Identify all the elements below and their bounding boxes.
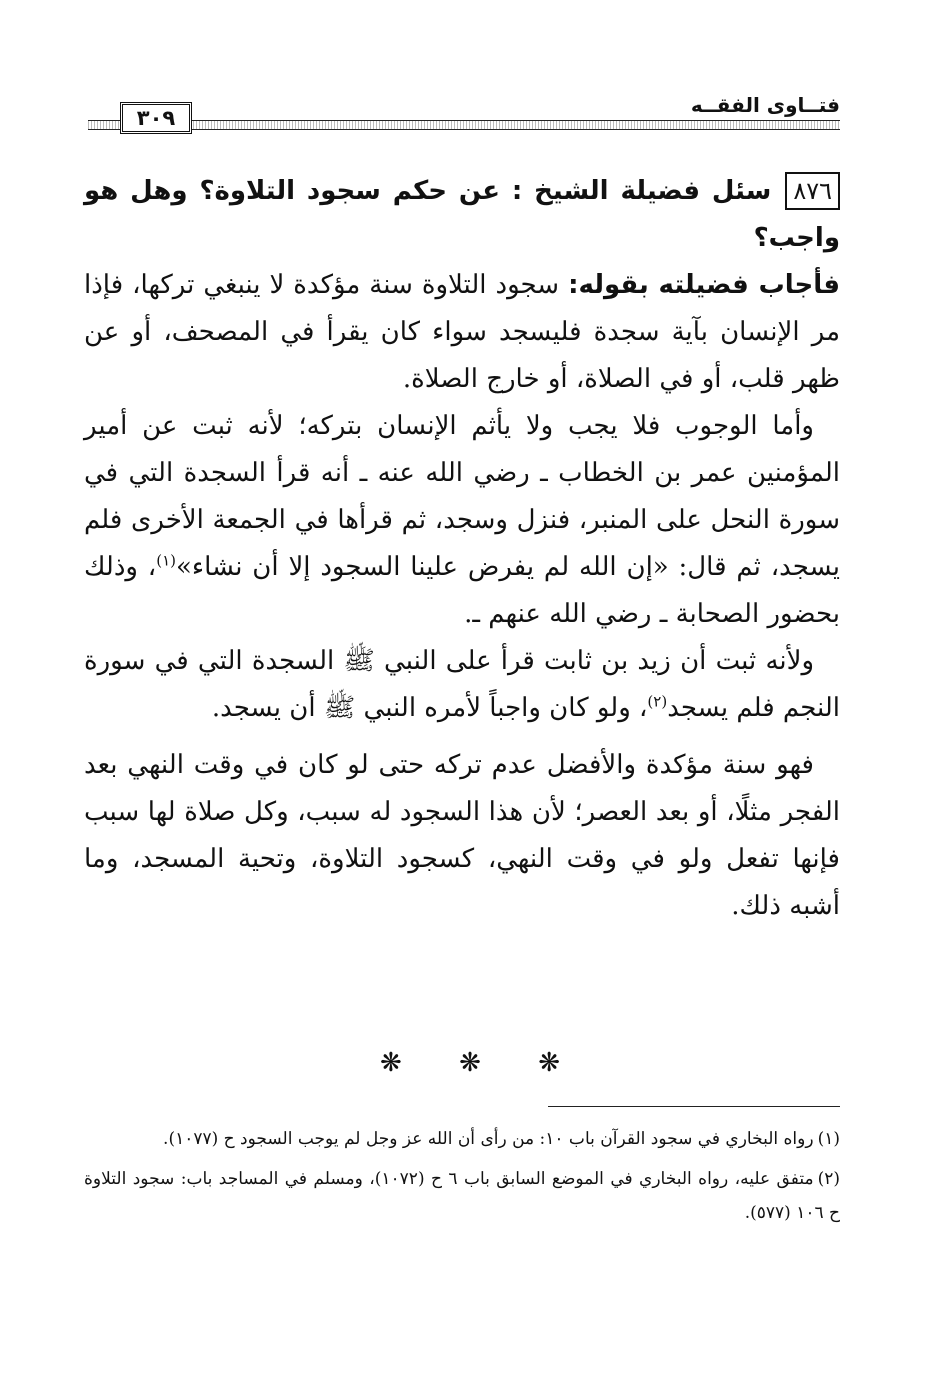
answer-paragraph-3 — [84, 638, 840, 732]
answer-text-2a: وأما الوجوب فلا يجب ولا يأثم الإنسان بتركه؛ لأنه ثبت عن أمير المؤمنين عمر بن الخطاب ـ رضي الله عنه ـ أنه قرأ السجدة التي في سورة النحل على المنبر، فنزل وسجد، ثم قرأها في الجمعة الأخرى فلم يسجد، ثم قال: «إن الله لم يفرض علينا السجود إلا أن نشاء» — [84, 411, 840, 582]
footnote-text: متفق عليه، رواه البخاري في الموضع السابق باب ٦ ح (١٠٧٢)، ومسلم في المساجد باب: سجود التلاوة ح ١٠٦ (٥٧٧). — [84, 1169, 840, 1223]
footnote-text: رواه البخاري في سجود القرآن باب ١٠: من رأى أن الله عز وجل لم يوجب السجود ح (١٠٧٧). — [163, 1129, 814, 1149]
section-separator — [380, 1048, 560, 1078]
answer-text-3a: ولأنه ثبت أن زيد بن ثابت قرأ على النبي ﷺ السجدة التي في سورة النجم فلم يسجد — [84, 646, 840, 723]
footnote-2 — [84, 1162, 840, 1230]
answer-text-1: سجود التلاوة سنة مؤكدة لا ينبغي تركها، فإذا مر الإنسان بآية سجدة فليسجد سواء كان يقرأ في المصحف، أو عن ظهر قلب، أو في الصلاة، أو خارج الصلاة. — [84, 270, 840, 394]
footnote-ref-2[interactable]: (٢) — [647, 692, 668, 711]
footnotes — [84, 1122, 840, 1236]
answer-text-2b: ، وذلك بحضور الصحابة ـ رضي الله عنهم ـ. — [84, 552, 840, 629]
footnote-ref-1[interactable]: (١) — [156, 551, 176, 570]
running-title: فتــاوى الفقــه — [683, 92, 840, 118]
footnote-mark: (٢) — [817, 1169, 840, 1189]
separator-star: ❋ — [380, 1048, 402, 1078]
answer-paragraph-4: فهو سنة مؤكدة والأفضل عدم تركه حتى لو كان في وقت النهي بعد الفجر مثلًا، أو بعد العصر؛ لأن هذا السجود له سبب، وكل صلاة لها سبب فإنها تفعل ولو في وقت النهي، كسجود التلاوة، وتحية المسجد، وما أشبه ذلك. — [84, 750, 840, 921]
separator-star: ❋ — [459, 1048, 481, 1078]
separator-star: ❋ — [538, 1048, 560, 1078]
answer-paragraph-1 — [84, 262, 840, 403]
answer-text-3b: ، ولو كان واجباً لأمره النبي ﷺ أن يسجد. — [211, 693, 648, 723]
answer-lead: فأجاب فضيلته بقوله: — [568, 270, 840, 300]
footnote-mark: (١) — [817, 1129, 840, 1149]
footnote-1 — [84, 1122, 840, 1156]
question-text: سئل فضيلة الشيخ : عن حكم سجود التلاوة؟ وهل هو واجب؟ — [84, 176, 840, 253]
answer-paragraph-2 — [84, 403, 840, 638]
page-number: ٣٠٩ — [120, 102, 192, 134]
question — [84, 168, 840, 262]
page-body — [84, 168, 840, 930]
header-rule — [88, 120, 840, 130]
question-number: ٨٧٦ — [785, 172, 840, 210]
footnote-rule — [548, 1106, 840, 1107]
page-header — [88, 92, 840, 132]
